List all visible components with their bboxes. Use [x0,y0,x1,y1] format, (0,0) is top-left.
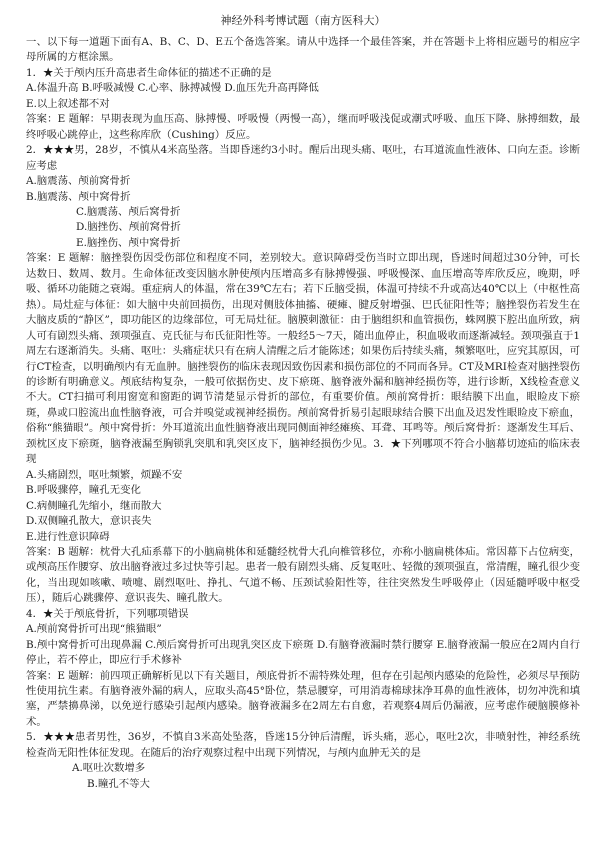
q1-answer: 答案：E 题解：早期表现为血压高、脉搏慢、呼吸慢（两慢一高），继而呼吸浅促或潮式呼吸、血压下降、脉搏细数，最终呼吸心跳停止，这些称库欣（Cushing）反应。 [26,113,580,141]
q3-option-d: D.双侧瞳孔散大，意识丧失 [26,515,152,528]
q5-option-b: B.瞳孔不等大 [87,777,150,790]
q3-stem: 3．★下列哪项不符合小脑幕切迹疝的临床表现 [26,437,581,466]
q3-option-c: C.病侧瞳孔先缩小，继而散大 [26,499,162,512]
q5-option-a: A.呕吐次数增多 [72,762,146,775]
q4-answer: 答案：E 题解：前四项正确解析见以下有关题目，颅底骨折不需特殊处理，但存在引起颅内感染的危险性，必须尽早预防性使用抗生素。有脑脊液外漏的病人，应取头高45°卧位，禁忌腰穿，可用消毒棉球抹净耳鼻的血性液体，切勿冲洗和填塞，严禁擤鼻涕，以免逆行感染引起颅内感染。脑脊液漏多在2周左右自愈，若观察4周后仍漏液，应考虑作硬脑膜修补术。 [26,669,580,728]
q2-option-c: C.脑震荡、颅后窝骨折 [76,205,181,218]
q2-option-a: A.脑震荡、颅前窝骨折 [26,175,131,188]
q3-option-e: E.进行性意识障碍 [26,530,110,543]
q4-option-a: A.颅前窝骨折可出现“熊猫眼” [26,623,162,636]
q3-option-a: A.头痛剧烈，呕吐频繁，烦躁不安 [26,468,183,481]
q3-answer: 答案：B 题解：枕骨大孔疝系幕下的小脑扁桃体和延髓经枕骨大孔向椎管移位，亦称小脑扁桃体疝。常因幕下占位病变，或颅高压作腰穿、放出脑脊液过多过快等引起。患者一般有剧烈头痛、反复呕吐、轻微的颈项强直，常清醒，瞳孔很少变化，当出现如咳嗽、喷嚏、剧烈呕吐、挣扎、气道不畅、压颈试验阳性等，往往突然发生呼吸停止（因延髓呼吸中枢受压），随后心跳骤停、意识丧失、瞳孔散大。 [26,545,580,605]
q2-answer [26,251,580,467]
q2-stem: 2．★★★男，28岁，不慎从4米高坠落。当即昏迷约3小时。醒后出现头痛、呕吐，右耳道流血性液体、口向左歪。诊断应考虑 [26,144,580,172]
q4-options: B.颅中窝骨折可出现鼻漏 C.颅后窝骨折可出现乳突区皮下瘀斑 D.有脑脊液漏时禁行腰穿 E.脑脊液漏一般应在2周内自行停止，若不停止，即应行手术修补 [26,638,580,667]
q2-option-d: D.脑挫伤、颅前窝骨折 [76,221,181,234]
q1-option-e: E.以上叙述都不对 [26,97,110,110]
q1-stem: 1．★关于颅内压升高患者生命体征的描述不正确的是 [26,66,272,79]
q3-option-b: B.呼吸骤停，瞳孔无变化 [26,484,141,497]
q5-stem: 5．★★★患者男性，36岁，不慎自3米高处坠落，昏迷15分钟后清醒，诉头痛，恶心，呕吐2次，非喷射性，神经系统检查尚无阳性体征发现。在随后的治疗观察过程中出现下列情况，与颅内血肿无关的是 [26,731,580,759]
instructions: 一、以下每一道题下面有A、B、C、D、E五个备选答案。请从中选择一个最佳答案，并在答题卡上将相应题号的相应字母所属的方框涂黑。 [26,36,580,64]
q2-option-e: E.脑挫伤、颅中窝骨折 [76,236,181,249]
q2-answer-text: 答案：E 题解：脑挫裂伤因受伤部位和程度不同，差别较大。意识障碍受伤当时立即出现，昏迷时间超过30分钟，可长达数日、数周、数月。生命体征改变因脑水肿使颅内压增高多有脉搏慢强、呼吸慢深、血压增高等库欣反应，晚期，呼吸、循环功能随之衰竭。重症病人的体温，常在39℃左右；若下丘脑受损，体温可持续不升或高达40℃以上（中枢性高热）。局灶症与体征：如大脑中央前回损伤，出现对侧肢体抽搐、硬瘫、腱反射增强、巴氏征阳性等；脑挫裂伤若发生在大脑皮质的“静区”，即功能区的边缘部位，可无局灶征。脑膜刺激征：由于脑组织和血管损伤，蛛网膜下腔出血所致，病人可有剧烈头痛、颈项强直、克氏征与布氏征阳性等。一般经5～7天，随出血停止，积血吸收而逐渐减轻。颈项强直于1周左右逐渐消失。头痛、呕吐：头痛症状只有在病人清醒之后才能陈述；如果伤后持续头痛，频繁呕吐，应究其原因，可行CT检查，以明确颅内有无血肿。脑挫裂伤的临床表现因致伤因素和损伤部位的不同而各异。CT及MRI检查对脑挫裂伤的诊断有明确意义。颅底结构复杂，一般可依据伤史、皮下瘀斑、脑脊液外漏和脑神经损伤等，进行诊断，X线检查意义不大。CT扫描可利用窗宽和窗距的调节清楚显示骨折的部位，有重要价值。颅前窝骨折：眼结膜下出血，眼睑皮下瘀斑，鼻或口腔流出血性脑脊液，可合并嗅觉或视神经损伤。颅前窝骨折易引起眼球结合膜下出血及迟发性眼睑皮下瘀血，俗称“熊猫眼”。颅中窝骨折：外耳道流出血性脑脊液出现同侧面神经瘫痪、耳聋、耳鸣等。颅后窝骨折：逐渐发生耳后、颈枕区皮下瘀斑，脑脊液漏至胸锁乳突肌和乳突区皮下，脑神经损伤少见。 [26,252,580,450]
q4-stem: 4．★关于颅底骨折，下列哪项错误 [26,607,189,620]
q1-options: A.体温升高 B.呼吸减慢 C.心率、脉搏减慢 D.血压先升高再降低 [26,82,319,95]
document-title: 神经外科考博试题（南方医科大） [220,14,386,27]
q2-option-b: B.脑震荡、颅中窝骨折 [26,190,131,203]
